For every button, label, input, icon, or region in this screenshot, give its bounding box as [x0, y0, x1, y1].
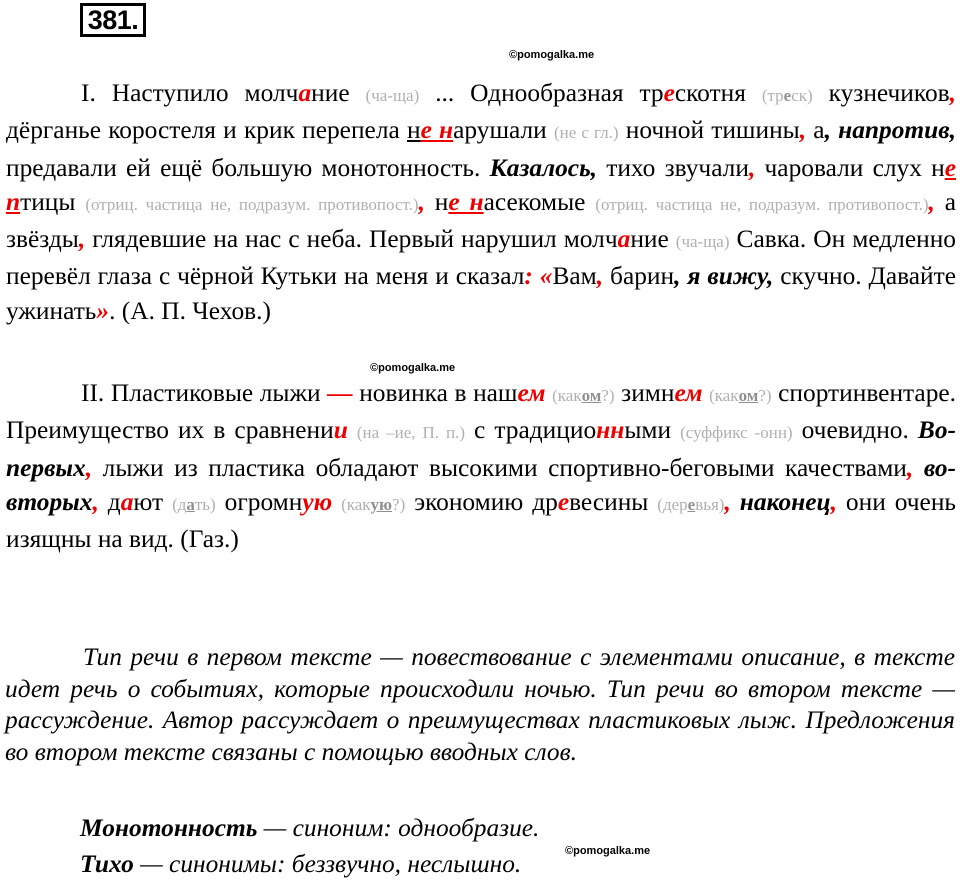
watermark: ©pomogalka.me	[565, 845, 651, 857]
watermark: ©pomogalka.me	[509, 49, 595, 61]
synonym-line-1: Монотонность — синоним: однообразие.	[80, 814, 540, 842]
watermark: ©pomogalka.me	[370, 362, 456, 374]
speech-type-analysis: Тип речи в первом тексте — повествование с элементами описание, в тексте идет речь о событиях, которые происходили ночью. Тип речи во втором тексте — рассуждение. Автор рассуждает о преимуществах пластиковых лыж. Предложения во втором тексте связаны с помощью вводных слов.	[5, 643, 955, 766]
exercise-number: 381.	[80, 3, 146, 37]
text-1-paragraph: I. Наступило молчание (ча-ща) ... Однообразная трескотня (треск) кузнечиков, дёрганье коростеля и крик перепела не нарушали (не с гл.) ночной тишины, а, напротив, предавали ей ещё большую монотонность. Казалось, тихо звучали, чаровали слух не птицы (отриц. частица не, подразум. противопост.), не насекомые (отриц. частица не, подразум. противопост.), а звёзды, глядевшие на нас с неба. Первый нарушил молчание (ча-ща) Савка. Он медленно перевёл глаза с чёрной Кутьки на меня и сказал: «Вам, барин, я вижу, скучно. Давайте ужинать». (А. П. Чехов.)	[6, 79, 957, 325]
synonym-line-2: Тихо — синонимы: беззвучно, неслышно.	[80, 850, 522, 878]
text-2-paragraph: II. Пластиковые лыжи — новинка в нашем (каком?) зимнем (каком?) спортинвентаре. Преимущество их в сравнении (на –ие, П. п.) с традиционными (суффикс -онн) очевидно. Во-первых, лыжи из пластика обладают высокими спортивно-беговыми качествами, во-вторых, дают (дать) огромную (какую?) экономию древесины (деревья), наконец, они очень изящны на вид. (Газ.)	[6, 379, 957, 554]
